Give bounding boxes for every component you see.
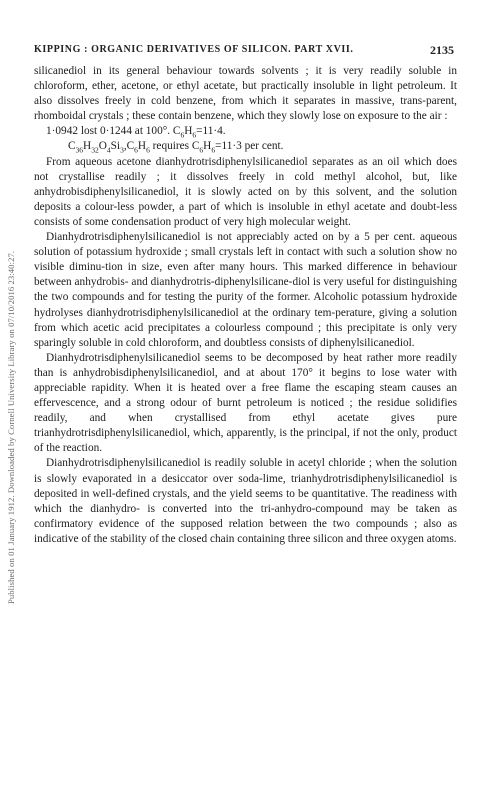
paragraph-acetyl-chloride: Dianhydrotrisdiphenylsilicanediol is readily soluble in acetyl chloride ; when the solution is slowly evaporated in a desiccator over soda-lime, trianhydrotrisdiphenylsilicanediol is deposited in well-defined crystals, and the yield seems to be quantitative. The readiness with which the dianhydro- is converted into the tri-anhydro-compound may be taken as confirmatory evidence of the supposed relation between the two compounds ; also as indicative of the stability of the closed chain containing three silicon and three oxygen atoms. (34, 457, 457, 545)
formula-line-observed: 1·0942 lost 0·1244 at 100°. $C_6H_6=11\cdot 4$. (46, 125, 226, 140)
body-text (34, 64, 457, 547)
running-title: KIPPING : ORGANIC DERIVATIVES OF SILICON. PART XVII. (34, 44, 354, 55)
formula-line-required: $C_{36}H_{32}O_4Si_3,C_6H_6$ requires $C_6H_6=11\cdot 3$ per cent. (68, 140, 284, 155)
paragraph-solubility: silicanediol in its general behaviour towards solvents ; it is very readily soluble in chloroform, ether, acetone, or ethyl acetate, but practically insoluble in light petroleum. It also dissolves freely in cold benzene, from which it separates in massive, trans-parent, rhomboidal crystals ; these contain benzene, which they slowly lose on exposure to the air : (34, 65, 457, 123)
paragraph-heat-decomposition: Dianhydrotrisdiphenylsilicanediol seems to be decomposed by heat rather more readily than is anhydrobisdiphenylsilicanediol, and at about 170° it begins to lose water with appreciable rapidity. When it is heated over a free flame the escaping steam causes an effervescence, and a strong odour of burnt petroleum is noticed ; the residue solidifies readily, and when crystallised from ethyl acetate gives pure trianhydrotrisdiphenylsilicanediol, which, apparently, is the principal, if not the only, product of the reaction. (34, 351, 457, 455)
download-provenance-note: Published on 01 January 1912. Downloaded by Cornell University Library on 07/10/2016 23:40:27. (6, 250, 16, 604)
paragraph-potassium-hydroxide: Dianhydrotrisdiphenylsilicanediol is not appreciably acted on by a 5 per cent. aqueous solution of potassium hydroxide ; small crystals left in contact with such a solution show no visible diminu-tion in size, even after many hours. This marked difference in behaviour between anhydrobis- and dianhydrotris-diphenylsilicane-diol is very useful for distinguishing the two compounds and for testing the purity of the former. Alcoholic potassium hydroxide hydrolyses dianhydrotrisdiphenylsilicanediol at the ordinary tem-perature, giving a solution from which acetic acid precipitates a colourless compound ; this precipitate is only very sparingly soluble in cold chloroform, and doubtless consists of diphenylsilicanediol. (34, 231, 457, 349)
page-number: 2135 (430, 43, 454, 57)
paragraph-aqueous-acetone: From aqueous acetone dianhydrotrisdiphenylsilicanediol separates as an oil which does not crystallise readily ; it dissolves freely in cold methyl alcohol, but, like anhydrobisdiphenylsilicanediol, it is slowly acted on by this solvent, and the solution deposits a colour-less powder, a part of which is insoluble in ethyl acetate and doubt-less consists of some condensation product of very high molecular weight. (34, 155, 457, 228)
